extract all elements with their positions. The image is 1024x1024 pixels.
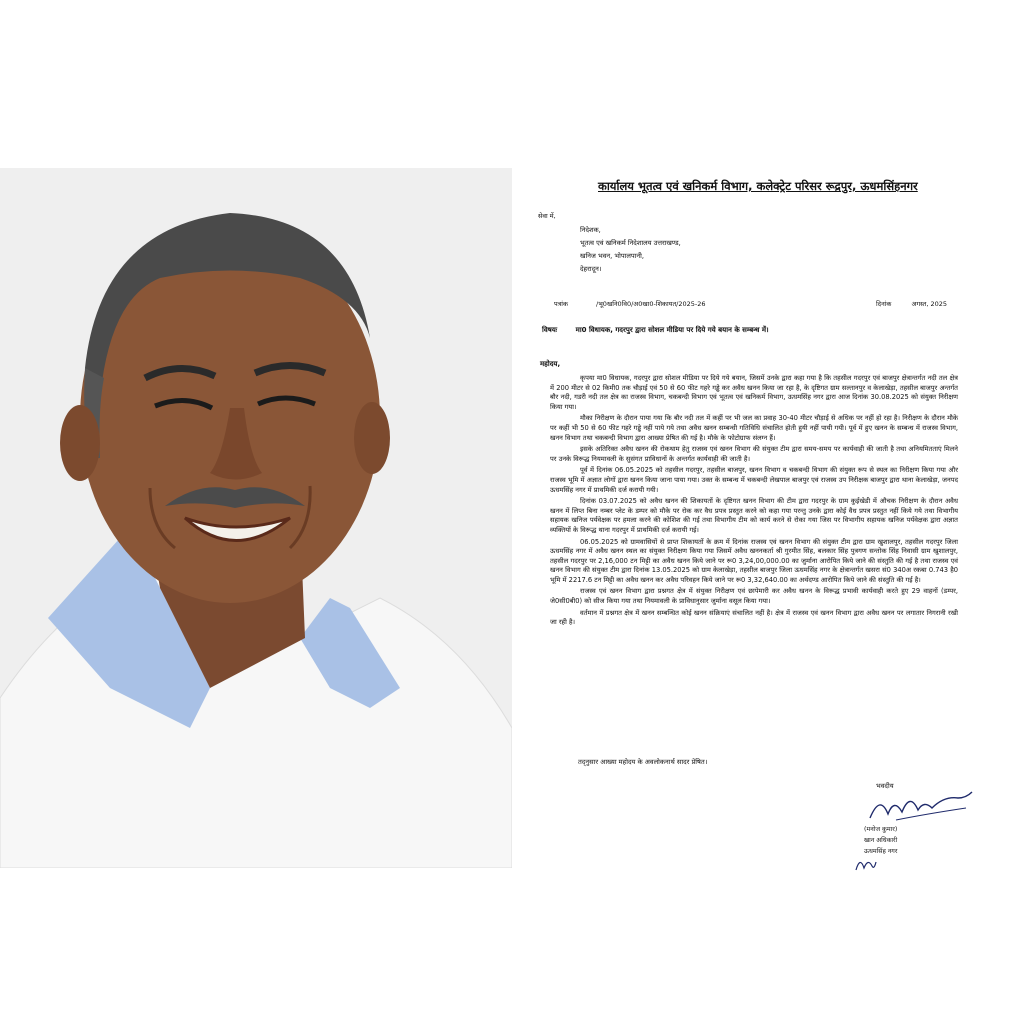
reference-line	[554, 300, 954, 310]
signatory-title: खान अधिकारी	[864, 837, 898, 844]
regards: भवदीय	[876, 782, 894, 790]
address-line: भूतत्व एवं खनिकर्म निदेशालय उत्तराखण्ड,	[580, 239, 681, 247]
body-paragraph: राजस्व एवं खनन विभाग द्वारा प्रश्नगत क्षेत्र में संयुक्त निरीक्षण एवं छापेमारी कर अवैध खनन के विरूद्ध प्रभावी कार्यवाही करते हुए 29 वाहनों (डम्पर, जे0सी0बी0) को सीज किया गया तथा नियमावली के प्राविधानुसार जुर्माना वसूल किया गया।	[550, 587, 958, 606]
ref-number: /भू0खनि0वि0/अ0खा0-शिकायत/2025-26	[596, 300, 706, 308]
signature-scribble	[866, 788, 976, 824]
closing-line: तद्नुसार आख्या महोदय के अवलोकनार्थ सादर प्रेषित।	[578, 758, 708, 766]
body-paragraph: मौका निरीक्षण के दौरान पाया गया कि बौर नदी तल में कहीं पर भी जल का प्रवाह 30-40 मीटर चौड़ाई से अधिक पर नहीं हो रहा है। निरीक्षण के दौरान मौके पर कहीं भी 50 से 60 फीट गहरे गड्ढे नहीं पाये गये तथा अवैध खनन सम्बन्धी गतिविधि संचालित होती हुयी नहीं पायी गयी। पूर्व में हुए खनन के सम्बन्ध में राजस्व विभाग, खनन विभाग तथा चकबन्दी विभाग द्वारा आख्या प्रेषित की गई है। मौके के फोटोग्राफ संलग्न हैं।	[550, 414, 958, 442]
recipient-address	[580, 224, 681, 276]
signatory-name: (मनोज कुमार)	[864, 826, 898, 833]
initial-scribble	[854, 854, 878, 874]
to-label: सेवा में,	[538, 212, 556, 220]
body-paragraph: इसके अतिरिक्त अवैध खनन की रोकथाम हेतु राजस्व एवं खनन विभाग की संयुक्त टीम द्वारा समय-समय पर कार्यवाही की जाती है तथा अनियमितताएं मिलने पर उनके विरूद्ध नियमावली के सुसंगत प्राविधानों के अन्तर्गत कार्यवाही की जाती है।	[550, 445, 958, 463]
date-value: अगस्त, 2025	[911, 300, 948, 308]
person-photo-illustration	[0, 168, 512, 868]
address-line: निदेशक,	[580, 226, 601, 234]
subject-line	[542, 326, 769, 336]
body-paragraph: दिनांक 03.07.2025 को अवैध खनन की शिकायतों के दृष्टिगत खनन विभाग की टीम द्वारा गदरपुर के ग्राम कुईखेडी में औचक निरीक्षण के दौरान अवैध खनन में लिप्त बिना नम्बर प्लेट के डम्पर को मौके पर रोक कर वैध प्रपत्र प्रस्तुत करने को कहा गया परन्तु उनके द्वारा कोई वैध प्रपत्र प्रस्तुत नहीं किये गये तथा विभागीय सहायक खनिज पर्यवेक्षक पर हमला करने की कोशिश की गई तथा विभागीय टीम को कार्य करने से रोका गया जिस पर विभागीय सहायक खनिज पर्यवेक्षक द्वारा अज्ञात व्यक्तियों के विरूद्ध थाना गदरपुर में प्राथमिकी दर्ज करायी गई।	[550, 497, 958, 534]
person-photo	[0, 168, 512, 868]
official-letter	[512, 160, 990, 876]
address-line: खनिज भवन, भोपालपानी,	[580, 252, 644, 260]
salutation: महोदय,	[540, 360, 561, 368]
body-paragraph: पूर्व में दिनांक 06.05.2025 को तहसील गदरपुर, तहसील बाजपुर, खनन विभाग व चकबन्दी विभाग की संयुक्त रूप से स्थल का निरीक्षण किया गया और राजस्व भूमि में अज्ञात लोगों द्वारा खनन किया जाना पाया गया। उक्त के सम्बन्ध में चकबन्दी लेखपाल बाजपुर एवं राजस्व उप निरीक्षक बाजपुर द्वारा थाना केलाखेड़ा, जनपद ऊधमसिंह नगर में प्राथमिकी दर्ज करायी गयी।	[550, 466, 958, 494]
body-paragraph: वर्तमान में प्रश्नगत क्षेत्र में खनन सम्बन्धित कोई खनन संक्रियाएं संचालित नहीं है। क्षेत्र में राजस्व एवं खनन विभाग द्वारा अवैध खनन पर लगातार निगरानी रखी जा रही है।	[550, 608, 958, 627]
body-paragraph: 06.05.2025 को ग्रामवासियों से प्राप्त शिकायतों के क्रम में दिनांक राजस्व एवं खनन विभाग की संयुक्त टीम द्वारा ग्राम खुशालपुर, तहसील गदरपुर जिला ऊधमसिंह नगर में अवैध खनन स्थल का संयुक्त निरीक्षण किया गया जिसमें अवैध खननकर्ता श्री गुरमीत सिंह, बलकार सिंह पुत्रगण सन्तोक सिंह निवासी ग्राम खुशालपुर, तहसील गदरपुर पर 2,16,000 टन मिट्टी का अवैध खनन किये जाने पर रू0 3,24,00,000.00 का जुर्माना आरोपित किये जाने की संस्तुति की गई है तथा राजस्व एवं खनन विभाग की संयुक्त टीम द्वारा दिनांक 13.05.2025 को ग्राम केलाखेड़ा, तहसील बाजपुर जिला ऊधमसिंह नगर के क्षेत्रान्तर्गत खसरा सं0 340अ रकबा 0.743 है0 भूमि में 2217.6 टन मिट्टी का अवैध खनन कर अवैध परिवहन किये जाने पर रू0 3,32,640.00 का अर्थदण्ड आरोपित किये जाने की संस्तुति की गई है।	[550, 537, 958, 584]
address-line: देहरादून।	[580, 265, 602, 273]
letter-body	[550, 374, 958, 630]
subject-text: मा0 विधायक, गदरपुर द्वारा सोशल मीडिया पर दिये गये बयान के सम्बन्ध में।	[575, 326, 769, 334]
date-label: दिनांक	[876, 300, 892, 308]
ref-label: पत्रांक	[554, 300, 568, 308]
letter-header: कार्यालय भूतत्व एवं खनिकर्म विभाग, कलेक्ट्रेट परिसर रूद्रपुर, ऊधमसिंहनगर	[598, 179, 918, 193]
body-paragraph: कृपया मा0 विधायक, गदरपुर द्वारा सोशल मीडिया पर दिये गये बयान, जिसमें उनके द्वारा कहा गया है कि तहसील गदरपुर एवं बाजपुर क्षेत्रान्तर्गत नदी तल क्षेत्र में 200 मीटर से 02 किमी0 तक चौड़ाई एवं 50 से 60 फीट गहरे गड्ढे कर अवैध खनन किया जा रहा है, के दृष्टिगत ग्राम सल्तानपुर व केलाखेड़ा, तहसील बाजपुर अन्तर्गत बौर नदी, गडरी नदी तल क्षेत्र का राजस्व विभाग, चकबन्दी विभाग एवं भूतत्व एवं खनिकर्म विभाग, ऊधमसिंह नगर द्वारा आज दिनांक 30.08.2025 को संयुक्त निरीक्षण किया गया।	[550, 374, 958, 411]
subject-label: विषयः	[542, 326, 558, 334]
signature-block	[864, 824, 897, 857]
letter-date	[876, 300, 947, 310]
signatory-place: ऊधमसिंह नगर	[864, 848, 898, 855]
